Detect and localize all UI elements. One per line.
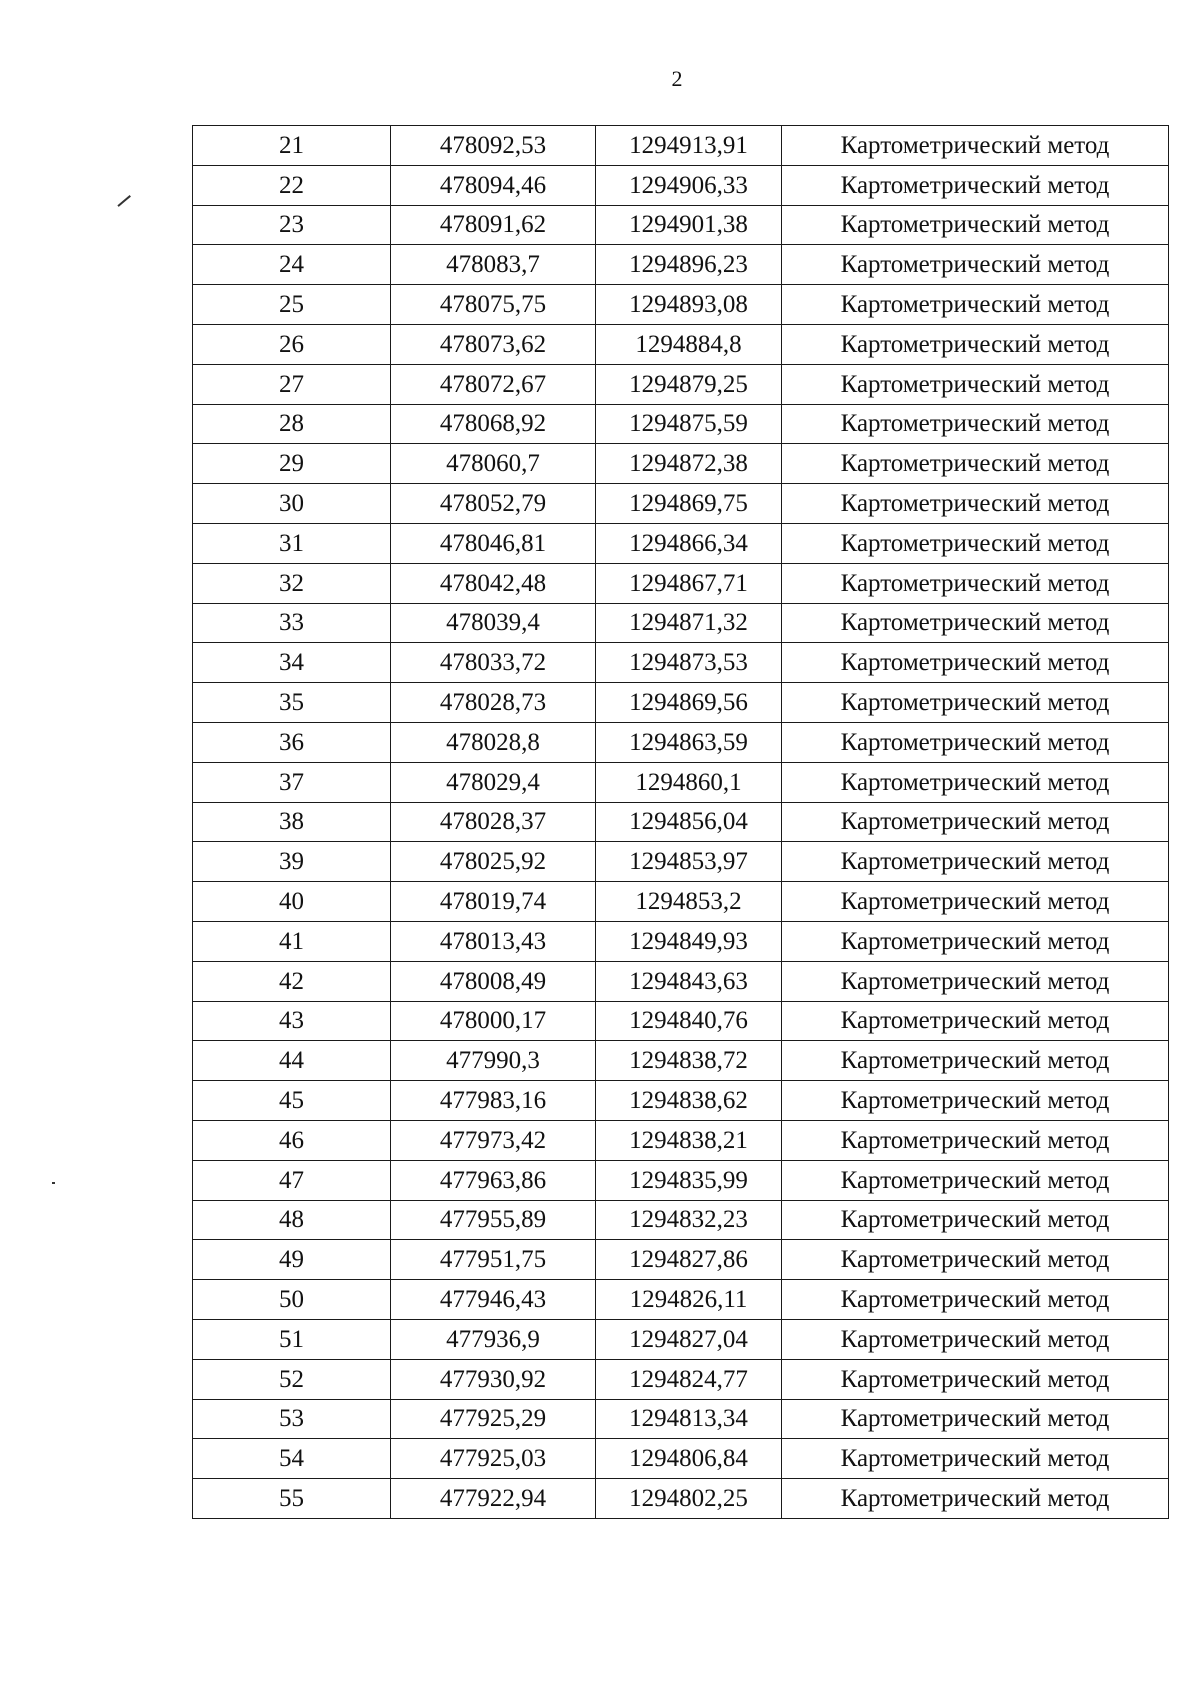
method-cell: Картометрический метод bbox=[782, 444, 1169, 484]
x-coordinate-cell: 478013,43 bbox=[391, 921, 596, 961]
point-number-cell: 45 bbox=[193, 1081, 391, 1121]
method-cell: Картометрический метод bbox=[782, 1479, 1169, 1519]
method-cell: Картометрический метод bbox=[782, 1041, 1169, 1081]
y-coordinate-cell: 1294871,32 bbox=[596, 603, 782, 643]
x-coordinate-cell: 478075,75 bbox=[391, 285, 596, 325]
method-cell: Картометрический метод bbox=[782, 1120, 1169, 1160]
table-row bbox=[193, 165, 1169, 205]
point-number-cell: 49 bbox=[193, 1240, 391, 1280]
x-coordinate-cell: 478025,92 bbox=[391, 842, 596, 882]
x-coordinate-cell: 478068,92 bbox=[391, 404, 596, 444]
point-number-cell: 29 bbox=[193, 444, 391, 484]
method-cell: Картометрический метод bbox=[782, 722, 1169, 762]
y-coordinate-cell: 1294875,59 bbox=[596, 404, 782, 444]
table-row bbox=[193, 882, 1169, 922]
coordinates-table-body bbox=[193, 126, 1169, 1519]
point-number-cell: 31 bbox=[193, 523, 391, 563]
point-number-cell: 46 bbox=[193, 1120, 391, 1160]
method-cell: Картометрический метод bbox=[782, 364, 1169, 404]
point-number-cell: 24 bbox=[193, 245, 391, 285]
point-number-cell: 41 bbox=[193, 921, 391, 961]
y-coordinate-cell: 1294867,71 bbox=[596, 563, 782, 603]
method-cell: Картометрический метод bbox=[782, 126, 1169, 166]
x-coordinate-cell: 478083,7 bbox=[391, 245, 596, 285]
point-number-cell: 55 bbox=[193, 1479, 391, 1519]
point-number-cell: 47 bbox=[193, 1160, 391, 1200]
table-row bbox=[193, 961, 1169, 1001]
method-cell: Картометрический метод bbox=[782, 921, 1169, 961]
table-row bbox=[193, 921, 1169, 961]
method-cell: Картометрический метод bbox=[782, 1081, 1169, 1121]
method-cell: Картометрический метод bbox=[782, 683, 1169, 723]
point-number-cell: 30 bbox=[193, 484, 391, 524]
method-cell: Картометрический метод bbox=[782, 1240, 1169, 1280]
point-number-cell: 40 bbox=[193, 882, 391, 922]
method-cell: Картометрический метод bbox=[782, 762, 1169, 802]
y-coordinate-cell: 1294813,34 bbox=[596, 1399, 782, 1439]
x-coordinate-cell: 478008,49 bbox=[391, 961, 596, 1001]
x-coordinate-cell: 477990,3 bbox=[391, 1041, 596, 1081]
x-coordinate-cell: 477973,42 bbox=[391, 1120, 596, 1160]
point-number-cell: 28 bbox=[193, 404, 391, 444]
point-number-cell: 27 bbox=[193, 364, 391, 404]
point-number-cell: 50 bbox=[193, 1280, 391, 1320]
method-cell: Картометрический метод bbox=[782, 1200, 1169, 1240]
point-number-cell: 53 bbox=[193, 1399, 391, 1439]
y-coordinate-cell: 1294824,77 bbox=[596, 1359, 782, 1399]
y-coordinate-cell: 1294849,93 bbox=[596, 921, 782, 961]
table-row bbox=[193, 802, 1169, 842]
coordinates-table bbox=[192, 125, 1169, 1519]
y-coordinate-cell: 1294869,75 bbox=[596, 484, 782, 524]
point-number-cell: 33 bbox=[193, 603, 391, 643]
y-coordinate-cell: 1294843,63 bbox=[596, 961, 782, 1001]
table-row bbox=[193, 603, 1169, 643]
table-row bbox=[193, 1399, 1169, 1439]
method-cell: Картометрический метод bbox=[782, 484, 1169, 524]
table-row bbox=[193, 1280, 1169, 1320]
method-cell: Картометрический метод bbox=[782, 961, 1169, 1001]
method-cell: Картометрический метод bbox=[782, 1399, 1169, 1439]
y-coordinate-cell: 1294879,25 bbox=[596, 364, 782, 404]
x-coordinate-cell: 478033,72 bbox=[391, 643, 596, 683]
method-cell: Картометрический метод bbox=[782, 802, 1169, 842]
y-coordinate-cell: 1294853,97 bbox=[596, 842, 782, 882]
method-cell: Картометрический метод bbox=[782, 205, 1169, 245]
x-coordinate-cell: 477936,9 bbox=[391, 1319, 596, 1359]
y-coordinate-cell: 1294826,11 bbox=[596, 1280, 782, 1320]
y-coordinate-cell: 1294840,76 bbox=[596, 1001, 782, 1041]
table-row bbox=[193, 364, 1169, 404]
x-coordinate-cell: 478072,67 bbox=[391, 364, 596, 404]
x-coordinate-cell: 477983,16 bbox=[391, 1081, 596, 1121]
table-row bbox=[193, 126, 1169, 166]
table-row bbox=[193, 842, 1169, 882]
table-row bbox=[193, 643, 1169, 683]
x-coordinate-cell: 477925,29 bbox=[391, 1399, 596, 1439]
method-cell: Картометрический метод bbox=[782, 324, 1169, 364]
x-coordinate-cell: 477930,92 bbox=[391, 1359, 596, 1399]
table-row bbox=[193, 1001, 1169, 1041]
y-coordinate-cell: 1294838,72 bbox=[596, 1041, 782, 1081]
point-number-cell: 42 bbox=[193, 961, 391, 1001]
scan-mark-stroke bbox=[117, 195, 130, 206]
table-row bbox=[193, 523, 1169, 563]
y-coordinate-cell: 1294806,84 bbox=[596, 1439, 782, 1479]
point-number-cell: 32 bbox=[193, 563, 391, 603]
point-number-cell: 38 bbox=[193, 802, 391, 842]
y-coordinate-cell: 1294827,04 bbox=[596, 1319, 782, 1359]
table-row bbox=[193, 484, 1169, 524]
point-number-cell: 39 bbox=[193, 842, 391, 882]
method-cell: Картометрический метод bbox=[782, 563, 1169, 603]
point-number-cell: 23 bbox=[193, 205, 391, 245]
method-cell: Картометрический метод bbox=[782, 1160, 1169, 1200]
x-coordinate-cell: 478092,53 bbox=[391, 126, 596, 166]
table-row bbox=[193, 285, 1169, 325]
point-number-cell: 52 bbox=[193, 1359, 391, 1399]
x-coordinate-cell: 478000,17 bbox=[391, 1001, 596, 1041]
table-row bbox=[193, 1200, 1169, 1240]
method-cell: Картометрический метод bbox=[782, 882, 1169, 922]
table-row bbox=[193, 1359, 1169, 1399]
table-row bbox=[193, 1081, 1169, 1121]
point-number-cell: 34 bbox=[193, 643, 391, 683]
y-coordinate-cell: 1294873,53 bbox=[596, 643, 782, 683]
x-coordinate-cell: 477925,03 bbox=[391, 1439, 596, 1479]
y-coordinate-cell: 1294802,25 bbox=[596, 1479, 782, 1519]
point-number-cell: 48 bbox=[193, 1200, 391, 1240]
table-row bbox=[193, 324, 1169, 364]
y-coordinate-cell: 1294869,56 bbox=[596, 683, 782, 723]
method-cell: Картометрический метод bbox=[782, 285, 1169, 325]
y-coordinate-cell: 1294860,1 bbox=[596, 762, 782, 802]
x-coordinate-cell: 478019,74 bbox=[391, 882, 596, 922]
x-coordinate-cell: 478060,7 bbox=[391, 444, 596, 484]
scan-mark-dot bbox=[52, 1182, 55, 1184]
table-row bbox=[193, 563, 1169, 603]
x-coordinate-cell: 478073,62 bbox=[391, 324, 596, 364]
method-cell: Картометрический метод bbox=[782, 603, 1169, 643]
x-coordinate-cell: 477946,43 bbox=[391, 1280, 596, 1320]
x-coordinate-cell: 478052,79 bbox=[391, 484, 596, 524]
y-coordinate-cell: 1294856,04 bbox=[596, 802, 782, 842]
method-cell: Картометрический метод bbox=[782, 404, 1169, 444]
y-coordinate-cell: 1294863,59 bbox=[596, 722, 782, 762]
x-coordinate-cell: 478091,62 bbox=[391, 205, 596, 245]
table-row bbox=[193, 245, 1169, 285]
method-cell: Картометрический метод bbox=[782, 523, 1169, 563]
x-coordinate-cell: 478028,37 bbox=[391, 802, 596, 842]
x-coordinate-cell: 478029,4 bbox=[391, 762, 596, 802]
point-number-cell: 44 bbox=[193, 1041, 391, 1081]
page-number: 2 bbox=[671, 66, 683, 91]
y-coordinate-cell: 1294853,2 bbox=[596, 882, 782, 922]
point-number-cell: 37 bbox=[193, 762, 391, 802]
x-coordinate-cell: 478028,8 bbox=[391, 722, 596, 762]
method-cell: Картометрический метод bbox=[782, 165, 1169, 205]
x-coordinate-cell: 478028,73 bbox=[391, 683, 596, 723]
y-coordinate-cell: 1294884,8 bbox=[596, 324, 782, 364]
point-number-cell: 36 bbox=[193, 722, 391, 762]
y-coordinate-cell: 1294906,33 bbox=[596, 165, 782, 205]
table-row bbox=[193, 1479, 1169, 1519]
method-cell: Картометрический метод bbox=[782, 1280, 1169, 1320]
table-row bbox=[193, 1240, 1169, 1280]
y-coordinate-cell: 1294901,38 bbox=[596, 205, 782, 245]
point-number-cell: 25 bbox=[193, 285, 391, 325]
y-coordinate-cell: 1294838,62 bbox=[596, 1081, 782, 1121]
method-cell: Картометрический метод bbox=[782, 842, 1169, 882]
x-coordinate-cell: 478046,81 bbox=[391, 523, 596, 563]
x-coordinate-cell: 477951,75 bbox=[391, 1240, 596, 1280]
table-row bbox=[193, 1041, 1169, 1081]
point-number-cell: 22 bbox=[193, 165, 391, 205]
method-cell: Картометрический метод bbox=[782, 1359, 1169, 1399]
method-cell: Картометрический метод bbox=[782, 1439, 1169, 1479]
y-coordinate-cell: 1294893,08 bbox=[596, 285, 782, 325]
x-coordinate-cell: 478042,48 bbox=[391, 563, 596, 603]
method-cell: Картометрический метод bbox=[782, 643, 1169, 683]
x-coordinate-cell: 477922,94 bbox=[391, 1479, 596, 1519]
table-row bbox=[193, 1319, 1169, 1359]
table-row bbox=[193, 404, 1169, 444]
table-row bbox=[193, 1439, 1169, 1479]
table-row bbox=[193, 1160, 1169, 1200]
y-coordinate-cell: 1294835,99 bbox=[596, 1160, 782, 1200]
table-row bbox=[193, 722, 1169, 762]
y-coordinate-cell: 1294832,23 bbox=[596, 1200, 782, 1240]
x-coordinate-cell: 477955,89 bbox=[391, 1200, 596, 1240]
point-number-cell: 51 bbox=[193, 1319, 391, 1359]
x-coordinate-cell: 478039,4 bbox=[391, 603, 596, 643]
point-number-cell: 21 bbox=[193, 126, 391, 166]
table-row bbox=[193, 1120, 1169, 1160]
x-coordinate-cell: 477963,86 bbox=[391, 1160, 596, 1200]
point-number-cell: 26 bbox=[193, 324, 391, 364]
point-number-cell: 43 bbox=[193, 1001, 391, 1041]
y-coordinate-cell: 1294866,34 bbox=[596, 523, 782, 563]
y-coordinate-cell: 1294827,86 bbox=[596, 1240, 782, 1280]
method-cell: Картометрический метод bbox=[782, 245, 1169, 285]
table-row bbox=[193, 762, 1169, 802]
table-row bbox=[193, 444, 1169, 484]
method-cell: Картометрический метод bbox=[782, 1001, 1169, 1041]
table-row bbox=[193, 683, 1169, 723]
point-number-cell: 54 bbox=[193, 1439, 391, 1479]
y-coordinate-cell: 1294838,21 bbox=[596, 1120, 782, 1160]
point-number-cell: 35 bbox=[193, 683, 391, 723]
y-coordinate-cell: 1294872,38 bbox=[596, 444, 782, 484]
table-row bbox=[193, 205, 1169, 245]
y-coordinate-cell: 1294913,91 bbox=[596, 126, 782, 166]
method-cell: Картометрический метод bbox=[782, 1319, 1169, 1359]
y-coordinate-cell: 1294896,23 bbox=[596, 245, 782, 285]
x-coordinate-cell: 478094,46 bbox=[391, 165, 596, 205]
